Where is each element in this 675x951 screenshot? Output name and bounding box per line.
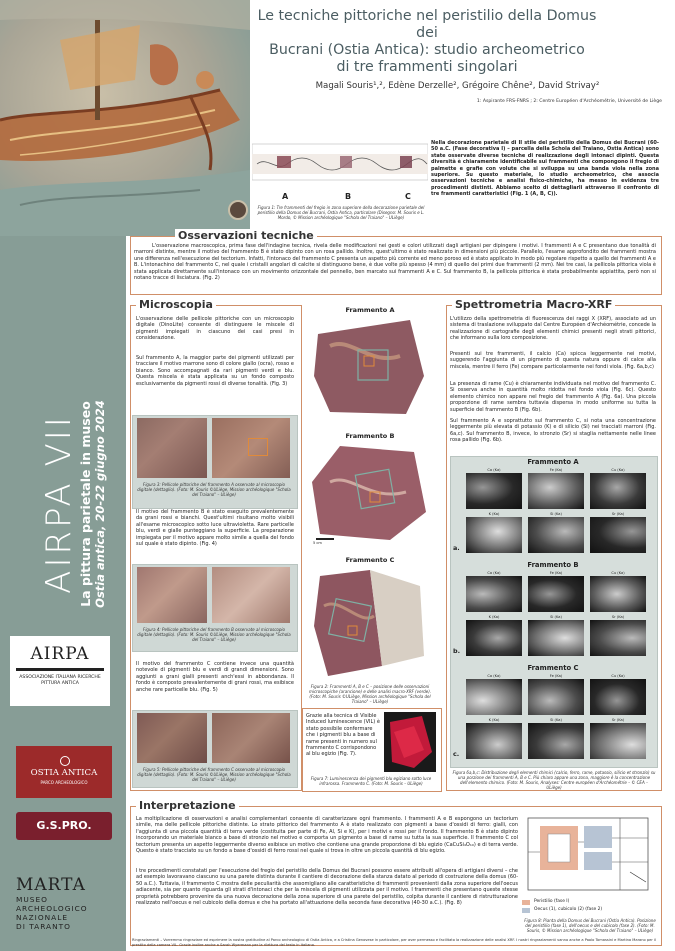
fig1-label-c: C	[405, 192, 411, 201]
xrf-p3: La presenza di rame (Cu) è chiaramente individuata nel motivo del frammento C. Si osserva anche in quantità molto ridotta nel fondo viola (Fig. 6c). Questo elemento chimico non appare nel fregio del frammento A (Fig. 6a). Una piccola proporzione di rame sembra tuttavia dispersa in modo uniforme su tutta la superficie del frammento B (Fig. 6b).	[450, 381, 656, 413]
fig3-photo-left	[137, 418, 207, 478]
xrf-panel-tag: a.	[453, 544, 460, 552]
fig1-caption: Figura 1: Tre frammenti del fregio in zona superiore della decorazione parietale del peristilio della Domus dei Bucrani, Ostia Antica, particolare (Disegno: M. Souris e L. Mordo, © Mission archéologique "Schola del Traiano" – ULiège)	[257, 205, 425, 220]
vil-luminescence-photo	[384, 712, 436, 772]
title-line-2: Bucrani (Ostia Antica): studio archeometrico	[269, 42, 585, 58]
event-vertical-title	[39, 334, 107, 674]
microscopia-p1: L'osservazione delle pellicole pittoriche con un microscopio digitale (DinoLite) consente di distinguere le miscele di pigmenti impiegati in ciascuno dei casi presi in considerazione.	[136, 316, 294, 342]
xrf-element-map	[528, 473, 584, 509]
xrf-panel-title: Frammento C	[527, 664, 579, 672]
osservazioni-heading: Osservazioni tecniche	[175, 229, 317, 242]
xrf-panel-title: Frammento A	[527, 458, 579, 466]
xrf-heading: Spettrometria Macro-XRF	[452, 298, 615, 311]
legend-peristilio: Peristilio (fase I)	[534, 899, 570, 904]
xrf-element-map	[528, 679, 584, 715]
ostia-logo	[16, 746, 112, 798]
xrf-element-map	[590, 723, 646, 759]
xrf-element-label: Cu (Ka)	[611, 468, 625, 472]
xrf-p1: L'utilizzo della spettrometria di fluorescenza dei raggi X (XRF), associato ad un sistema di traslazione sviluppato dal Centre Européen d'Archéométrie, concede la realizzazione di cartografie degli elementi chimici presenti negli strati pittorici, che informano sulla loro composizione.	[450, 316, 656, 342]
xrf-element-label: Fe (Ka)	[549, 468, 563, 472]
xrf-panel-tag: c.	[453, 750, 460, 758]
event-place-date: Ostia antica, 20-22 giugno 2024	[93, 400, 107, 608]
xrf-element-map	[466, 620, 522, 656]
interpretazione-p2: I tre procedimenti constatati per l'esecuzione del fregio del peristilio della Domus dei Bucrani possono essere attribuiti all'opera di artigiani diversi – che ad esempio lavoravano ciascuno su una parete distinta durante il cantiere di decorazione della stanza datato al periodo di costruzione della domus (60-50 a.C.). Tuttavia, il frammento C mostra delle peculiarità che assomigliano alle caratteristiche di frammenti provenienti dalla zona superiore dell'oecus adiacente, sia per quanto riguarda gli strati d'intonaci che per la miscela di pigmenti utilizzata per il motivo. I frammenti che presentano queste stesse proprietà potrebbero provenire da una nuova decorazione della zona superiore di una parete del peristilio, colpita durante il cantiere di ristrutturazione realizzato nell'oecus e nel cubicolo della domus e che ha portato all'attuazione della seconda fase decorativa (40-30 a.C.). (Fig. 8)	[136, 868, 518, 907]
event-name: AIRPA VII	[39, 414, 79, 594]
microscopia-heading: Microscopia	[136, 298, 216, 311]
xrf-element-label: Sr (Ka)	[611, 718, 625, 722]
fig5-photo-right	[212, 713, 290, 763]
xrf-maps	[450, 456, 656, 766]
xrf-element-label: Si (Ka)	[550, 512, 562, 516]
ostia-emblem-icon	[60, 756, 70, 766]
fig5-caption: Figura 5: Pellicole pittoriche del frammento C osservate al microscopio digitale (dettaglio). (Foto: M. Souris ©ULiège, Mission archéologique "Schola del Traiano" – ULiège)	[137, 767, 291, 782]
fig6-caption: Figura 6a,b,c: Distribuzione degli elementi chimici (calcio, ferro, rame, potassio, silicio et stronzio) su una porzione dei frammenti A, B e C. Più chiaro appare una zona, maggiore è la concentrazione dell'elemento chimico. (Foto: M. Souris, Analyses: Centre européen d'Archéométrie – © CEA – ULiège)	[452, 770, 656, 790]
marta-logo-text: MARTA	[16, 875, 86, 895]
airpa-logo-text: AIRPA	[30, 644, 90, 664]
fig4-photo-right	[212, 567, 290, 623]
xrf-element-map	[590, 620, 646, 656]
fig7-caption: Figura 7: Luminescenza dei pigmenti blu egiziano sotto luce infrarossa. Frammento C. (Foto: M. Souris – ULiège)	[310, 776, 432, 786]
scale-bar-b	[316, 538, 334, 540]
title-line-1: Le tecniche pittoriche nel peristilio della Domus dei	[257, 8, 597, 41]
xrf-element-map	[466, 576, 522, 612]
fig3-caption: Figura 3: Pellicole pittoriche del frammento A osservate al microscopio digitale (dettaglio). (Foto: M. Souris ©ULiège, Mission archéologique "Schola del Traiano" – ULiège)	[137, 482, 291, 497]
title-line-3: di tre frammenti singolari	[336, 59, 518, 75]
scale-label-b: 5 cm	[313, 541, 322, 545]
xrf-element-map	[466, 679, 522, 715]
authors: Magali Souris¹,², Edène Derzelle², Grégoire Chêne², David Strivay²	[315, 81, 600, 91]
xrf-element-map	[528, 576, 584, 612]
xrf-element-label: Cu (Ka)	[611, 571, 625, 575]
interpretazione-p1: La moltiplicazione di osservazioni e analisi complementari consente di caratterizzare ogni frammento. I frammenti A e B espongono un tectorium simile, ma delle pellicole pittoriche distinte. Lo strato pittorico del frammento A è stato realizzato con pigmenti a base d'ossidi di ferro: gialli, con l'aggiunta di una piccola quantità di terra verde (costituita per parte di Fe, Al, Si e K), per i motivi e rossi per il fondo. Il frammento B è stato dipinto incorporando un materiale bianco a base di stronzio nel motivo e comporta un pigmento a base di rame su tutta la sua superficie. Il frammento C col tectorium presenta un aspetto leggermente diverso esibisce un motivo che contiene una grande proporzione di blu egizio (CaCuSi₄O₁₀) e di terra verde. Questo è stato tracciato su un fondo a base d'ossidi di ferro rossi nel quale si trova in oltre un piccola quantità di blu egizio.	[136, 816, 518, 855]
xrf-panel-tag: b.	[453, 647, 461, 655]
poster-title	[252, 8, 602, 76]
xrf-element-label: K (Ka)	[488, 512, 500, 516]
xrf-element-map	[590, 473, 646, 509]
frammento-c-photo	[310, 566, 430, 682]
microscopia-p4: Il motivo del frammento C contiene invece una quantità notevole di pigmenti blu e verdi di grandi dimensioni. Sono aggiunti a grani gialli presenti anch'essi in abbondanza. Il fondo è composto prevalentemente di grani rossi, ma esibisce anche rare particelle blu. (Fig. 5)	[136, 661, 294, 693]
xrf-element-map	[528, 723, 584, 759]
xrf-element-map	[590, 576, 646, 612]
xrf-panel-title: Frammento B	[527, 561, 579, 569]
xrf-element-map	[466, 723, 522, 759]
xrf-element-label: Ca (Ka)	[487, 571, 501, 575]
marta-logo-sub: MUSEO ARCHEOLOGICO NAZIONALE DI TARANTO	[16, 895, 88, 931]
xrf-element-label: K (Ka)	[488, 718, 500, 722]
fig4-photo-left	[137, 567, 207, 623]
intro-text: Nella decorazione parietale di II stile del peristilio della Domus dei Bucrani (60-50 a.C. (Fase decorativa I) – parcella della Schola del Traiano, Ostia Antica) sono state osservate diverse tecniche di realizzazione degli intonaci dipinti. Questa diversità è chiaramente identificabile sui frammenti che compongono il fregio di palmette e grafie con volute che si sviluppa su una banda viola nella zona superiore. Su questo materiale, lo studio archeometrico, che associa osservazioni tecniche e analisi fisico-chimiche, ha messo in evidenza tre procedimenti distinti. Abbiamo scelto di dettagliarli attraverso il confronto di tre frammenti caratteristici (Fig. 1 (A, B, C)).	[431, 140, 659, 198]
frammento-c-label: Frammento C	[345, 556, 395, 564]
fig4-caption: Figura 4: Pellicole pittoriche del frammento B osservate al microscopio digitale (dettaglio). (Foto: M. Souris ©ULiège, Mission archéologique "Schola del Traiano" – ULiège)	[137, 627, 291, 642]
xrf-element-label: Ca (Ka)	[487, 468, 501, 472]
marta-logo	[16, 875, 112, 945]
xrf-p4: Sul frammento A e soprattutto sul frammento C, si nota una concentrazione leggermente più elevata di potassio (K) e di silicio (Si) nei tracciati marroni (Fig. 6a,c). Sul frammento B, invece, lo stronzio (Sr) si staglia nettamente nelle linee rosa pallido (Fig. 6b).	[450, 418, 656, 444]
ringraziamenti: Ringraziamenti – Vorremmo ringraziare ed esprimere la nostra gratitudine al Parco archeologico di Ostia Antica, e a Cristina Genovese in particolare, per aver permesso e facilitato la realizzazione delle analisi XRF. I nostri ringraziamenti vanno anche a Paolo Tomassini e Martina Marano per il prestito della camera VIL. Grazie inoltre anche a Sarah Wyermann per la rilettura del testo in italiano.	[132, 938, 656, 947]
spro-logo	[16, 812, 112, 840]
xrf-element-label: Fe (Ka)	[549, 571, 563, 575]
fig1-label-b: B	[345, 192, 352, 201]
osservazioni-text: L'osservazione macroscopica, prima fase dell'indagine tecnica, rivela delle modificazioni nei gesti e colori utilizzati dagli artigiani per dipingere i motivi. I frammenti A e C presentano due tonalità di marroni distinte, mentre il motivo del frammento B è stato dipinto con un rosa pallido. Inoltre, quest'ultimo è stato realizzato in dimensioni più piccole. Parallelo, l'esame approfondito dei frammenti mostra une differenza nell'esecuzione del tectorium. Infatti, l'intonaco del frammento C presenta un aspetto più corrente ed meno poroso ed è stato applicato in modo più regolare rispetto a quello dei frammenti A e B. L'intonachino del frammento C, nel quale i cristalli angolari di calcite si distinguono bene, è due volte più spesso (4 mm) di quello dei primi due frammenti (2 mm). Nei tre casi, la pellicola pittorica viola è stata applicata direttamente sull'intonaco con un movimento orizzontale del pennello, ben marcato sui frammenti A e C. Sul frammento B, la pellicola pittorica è stata probabilmente appiattita, però non si notano tracce di lisciatura. (Fig. 2)	[134, 243, 656, 282]
fig8-caption: Figura 8: Pianta della Domus dei Bucrani (Ostia Antica). Posizione del peristilio (fase 1), dell'oecus e del cubicolo (fase 2). (Foto: M. Souris, © Mission archéologique "Schola del Traiano" – ULiège)	[524, 918, 656, 933]
frammento-a-photo	[310, 316, 430, 420]
frammento-b-label: Frammento B	[345, 432, 395, 440]
vil-text: Grazie alla tecnica di Visible Induced luminescence (VIL) è stato possibile confermare che i pigmenti blu a base di rame presenti in numero sul frammento C corrispondono al blu egizio (Fig. 7).	[306, 713, 380, 758]
xrf-p2: Presenti sui tre frammenti, il calcio (Ca) spicca leggermente nei motivi, suggerendo l'aggiunta di un pigmento di questa natura oppure di calce alla miscela, mentre il ferro (Fe) compare particolarmente nei fondi viola. (Fig. 6a,b,c)	[450, 351, 656, 370]
ostia-logo-sub: PARCO ARCHEOLOGICO	[40, 780, 88, 785]
xrf-element-label: Sr (Ka)	[611, 512, 625, 516]
xrf-element-label: Cu (Ka)	[611, 674, 625, 678]
microscopia-p3: Il motivo del frammento B è stato eseguito prevalentemente da grani rossi e bianchi. Quest'ultimi risultano molto visibili all'esame microscopico sotto luce ultravioletta. Rare particelle blu, verdi e gialle punteggiano la superficie. La preparazione impiegata per il motivo appare molto simile a quella del fondo sul quale è stato dipinto. (Fig. 4)	[136, 509, 294, 548]
fig1-frieze-drawing	[252, 140, 428, 196]
xrf-element-map	[590, 517, 646, 553]
xrf-element-label: Sr (Ka)	[611, 615, 625, 619]
xrf-element-label: Ca (Ka)	[487, 674, 501, 678]
microscopia-p2: Sul frammento A, la maggior parte dei pigmenti utilizzati per tracciare il motivo marrone sono di colore giallo (ocra), rosso e bianco. Sono accompagnati da rari pigmenti verdi e blu. Questa miscela è stata applicata su un fondo composto esclusivamente da pigmenti rossi di diverse tonalità. (Fig. 3)	[136, 355, 294, 387]
xrf-element-map	[466, 473, 522, 509]
event-subtitle: La pittura parietale in museo	[78, 401, 93, 607]
fig8-domus-plan	[520, 812, 656, 898]
airpa-logo-sub: ASSOCIAZIONE ITALIANA RICERCHE PITTURA ANTICA	[19, 675, 101, 686]
affiliations: 1: Aspirante FRS-FNRS ; 2: Centre Européen d'Archéométrie, Université de Liège	[476, 99, 662, 104]
xrf-element-map	[528, 517, 584, 553]
fig3-zoom-marker	[248, 438, 268, 456]
xrf-element-map	[590, 679, 646, 715]
airpa-logo	[10, 636, 110, 706]
legend-peristilio-swatch	[522, 900, 530, 905]
fig1-label-a: A	[282, 192, 289, 201]
fig5-photo-left	[137, 713, 207, 763]
xrf-element-map	[528, 620, 584, 656]
ship-fresco-image	[0, 0, 250, 236]
xrf-element-label: Si (Ka)	[550, 718, 562, 722]
spro-logo-text: G.S.PRO.	[36, 819, 92, 832]
fig2-caption: Figura 2: Frammenti A, B e C – posizione delle osservazioni microscopiche (arancione) e delle analisi macro-XRF (verde). (Foto: M. Souris ©ULiège, Mission archéologique "Schola del Traiano" – ULiège)	[308, 684, 432, 704]
legend-oecus: Oecus (1), cubicolo (2) (fase 2)	[534, 907, 603, 912]
frammento-a-label: Frammento A	[345, 306, 395, 314]
xrf-element-map	[466, 517, 522, 553]
interpretazione-heading: Interpretazione	[136, 799, 239, 812]
ostia-logo-text: OSTIA ANTICA	[30, 768, 98, 778]
xrf-element-label: Si (Ka)	[550, 615, 562, 619]
xrf-element-label: Fe (Ka)	[549, 674, 563, 678]
frammento-b-photo	[310, 442, 430, 544]
xrf-element-label: K (Ka)	[488, 615, 500, 619]
legend-oecus-swatch	[522, 908, 530, 913]
